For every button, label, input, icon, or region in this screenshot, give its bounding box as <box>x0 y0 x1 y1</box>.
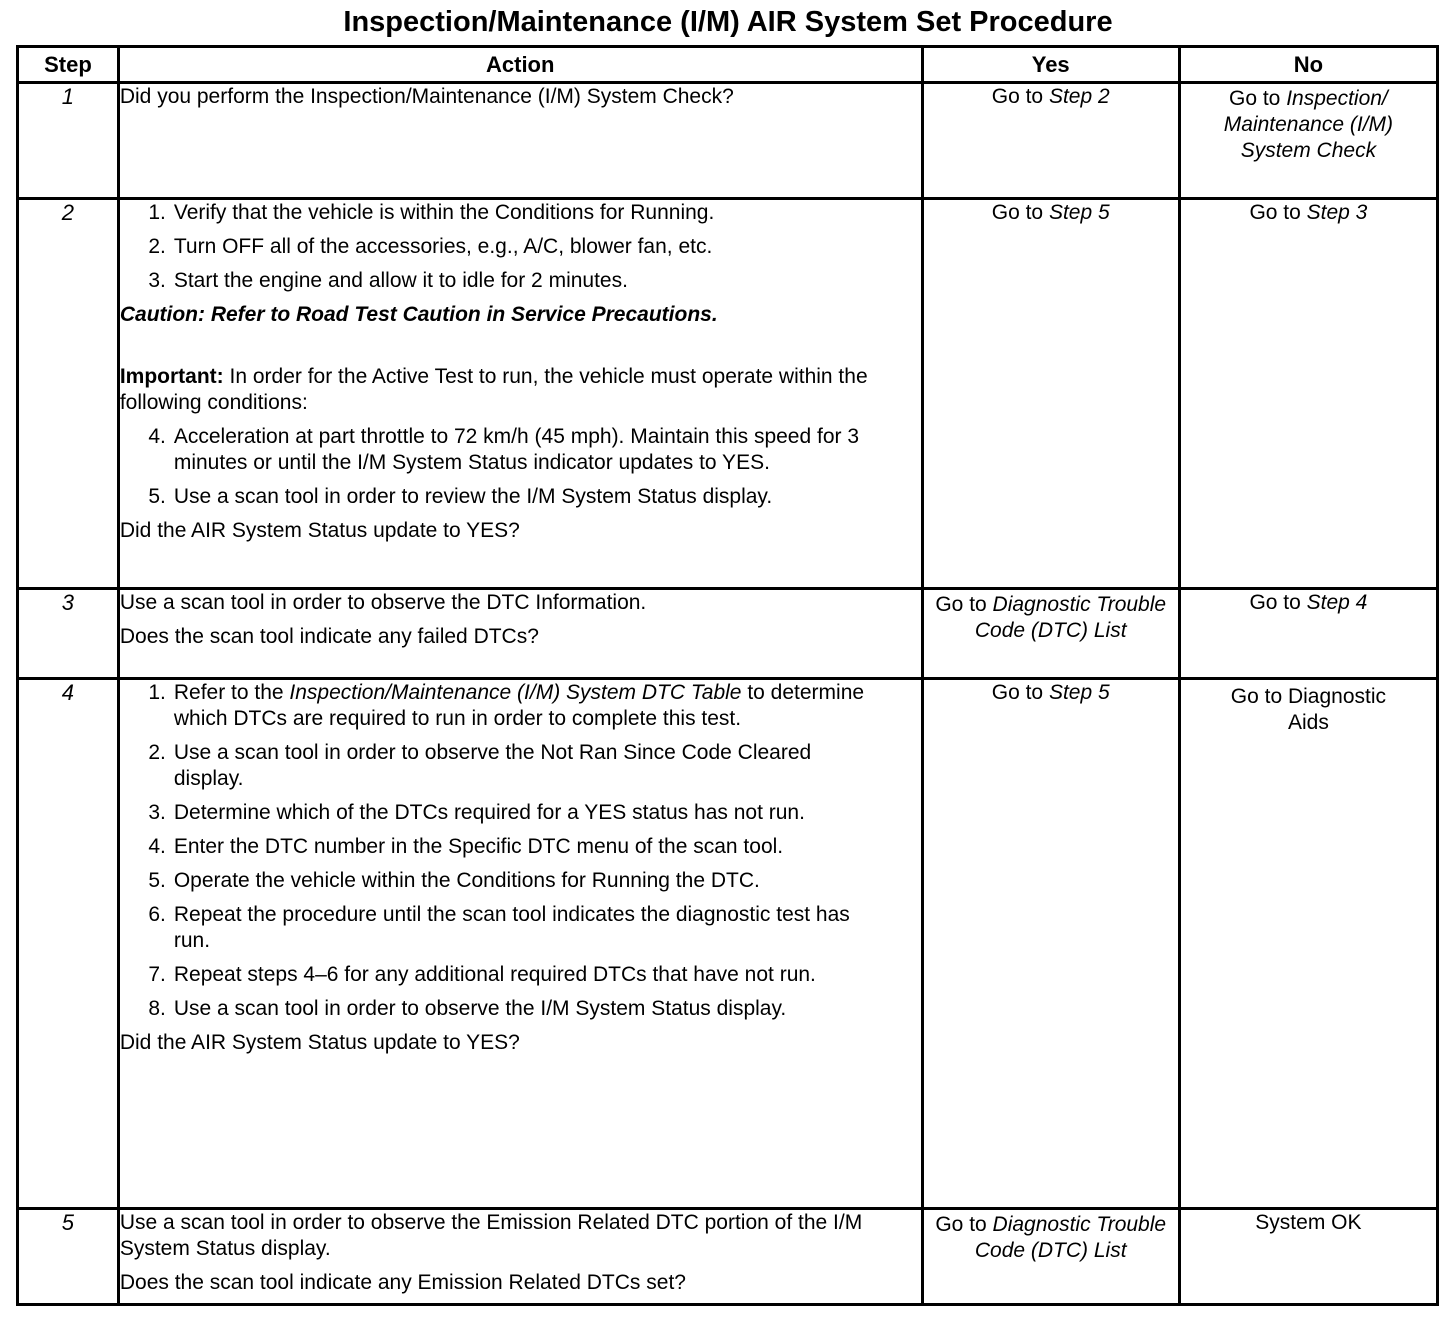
action-cell <box>118 679 922 1209</box>
list-item: 5. Operate the vehicle within the Conditions for Running the DTC. <box>148 869 760 892</box>
no-link[interactable]: Step 3 <box>1306 201 1368 224</box>
no-prefix: Go to <box>1249 591 1307 614</box>
no-link[interactable]: Inspection/ Maintenance (I/M) System Check <box>1223 87 1394 162</box>
yes-link[interactable]: Diagnostic Trouble Code (DTC) List <box>974 593 1167 642</box>
step-number: 4 <box>18 679 119 1209</box>
header-action: Action <box>118 47 922 83</box>
table-row <box>18 199 1438 589</box>
action-list <box>120 200 921 294</box>
yes-prefix: Go to <box>935 1213 993 1236</box>
list-item: 6. Repeat the procedure until the scan tool indicates the diagnostic test has run. <box>148 903 850 952</box>
yes-cell <box>922 83 1179 199</box>
no-cell <box>1179 679 1437 1209</box>
list-item: 3. Determine which of the DTCs required for a YES status has not run. <box>148 801 805 824</box>
table-row <box>18 83 1438 199</box>
page-title: Inspection/Maintenance (I/M) AIR System Set Procedure <box>343 6 1113 38</box>
no-cell <box>1179 83 1437 199</box>
no-cell <box>1179 589 1437 679</box>
list-item: 4. Enter the DTC number in the Specific DTC menu of the scan tool. <box>148 835 784 858</box>
list-item: 1. Refer to the Inspection/Maintenance (I/M) System DTC Table to determine which DTCs are required to run in order to complete this test. <box>148 681 865 730</box>
action-list <box>120 424 921 510</box>
yes-cell <box>922 1209 1179 1305</box>
yes-cell <box>922 199 1179 589</box>
step-number: 2 <box>18 199 119 589</box>
action-cell <box>118 589 922 679</box>
yes-prefix: Go to <box>991 85 1049 108</box>
action-question: Did you perform the Inspection/Maintenance (I/M) System Check? <box>119 85 734 108</box>
no-prefix: Go to <box>1249 201 1307 224</box>
yes-cell <box>922 679 1179 1209</box>
action-question: Did the AIR System Status update to YES? <box>119 1031 520 1054</box>
procedure-table <box>16 45 1439 1306</box>
table-row <box>18 1209 1438 1305</box>
header-yes: Yes <box>922 47 1179 83</box>
action-cell <box>118 1209 922 1305</box>
list-item: 8. Use a scan tool in order to observe the I/M System Status display. <box>148 997 787 1020</box>
table-header-row <box>18 47 1438 83</box>
yes-prefix: Go to <box>991 681 1049 704</box>
action-question: Does the scan tool indicate any Emission Related DTCs set? <box>119 1271 686 1294</box>
table-row <box>18 679 1438 1209</box>
action-cell <box>118 199 922 589</box>
no-text: System OK <box>1255 1211 1362 1234</box>
no-cell <box>1179 1209 1437 1305</box>
list-item: 5. Use a scan tool in order to review the I/M System Status display. <box>148 485 773 508</box>
header-step: Step <box>18 47 119 83</box>
action-text: Use a scan tool in order to observe the Emission Related DTC portion of the I/M System Status display. <box>119 1211 863 1260</box>
no-text[interactable]: Go to Diagnostic Aids <box>1230 685 1387 734</box>
yes-link[interactable]: Step 2 <box>1048 85 1110 108</box>
step-number: 1 <box>18 83 119 199</box>
no-link[interactable]: Step 4 <box>1306 591 1368 614</box>
dtc-table-link[interactable]: Inspection/Maintenance (I/M) System DTC Table <box>289 681 742 704</box>
action-question: Does the scan tool indicate any failed DTCs? <box>119 625 539 648</box>
action-text: Use a scan tool in order to observe the DTC Information. <box>119 591 647 614</box>
no-cell <box>1179 199 1437 589</box>
list-item: 2. Use a scan tool in order to observe the Not Ran Since Code Cleared display. <box>148 741 812 790</box>
no-prefix: Go to <box>1229 87 1287 110</box>
list-item: 3. Start the engine and allow it to idle for 2 minutes. <box>148 269 628 292</box>
action-list <box>120 680 881 1022</box>
yes-cell <box>922 589 1179 679</box>
list-item: 1. Verify that the vehicle is within the Conditions for Running. <box>148 201 715 224</box>
header-no: No <box>1179 47 1437 83</box>
list-item: 4. Acceleration at part throttle to 72 km/h (45 mph). Maintain this speed for 3 minutes or until the I/M System Status indicator updates to YES. <box>148 425 860 474</box>
table-row <box>18 589 1438 679</box>
caution-note: Caution: Refer to Road Test Caution in Service Precautions. <box>119 303 718 326</box>
list-item: 7. Repeat steps 4–6 for any additional required DTCs that have not run. <box>148 963 816 986</box>
list-item: 2. Turn OFF all of the accessories, e.g., A/C, blower fan, etc. <box>148 235 713 258</box>
yes-link[interactable]: Diagnostic Trouble Code (DTC) List <box>974 1213 1167 1262</box>
yes-link[interactable]: Step 5 <box>1048 681 1110 704</box>
action-question: Did the AIR System Status update to YES? <box>119 519 520 542</box>
yes-prefix: Go to <box>991 201 1049 224</box>
important-note: Important: In order for the Active Test to run, the vehicle must operate within the following conditions: <box>119 365 868 414</box>
action-cell <box>118 83 922 199</box>
yes-prefix: Go to <box>935 593 993 616</box>
step-number: 3 <box>18 589 119 679</box>
yes-link[interactable]: Step 5 <box>1048 201 1110 224</box>
step-number: 5 <box>18 1209 119 1305</box>
